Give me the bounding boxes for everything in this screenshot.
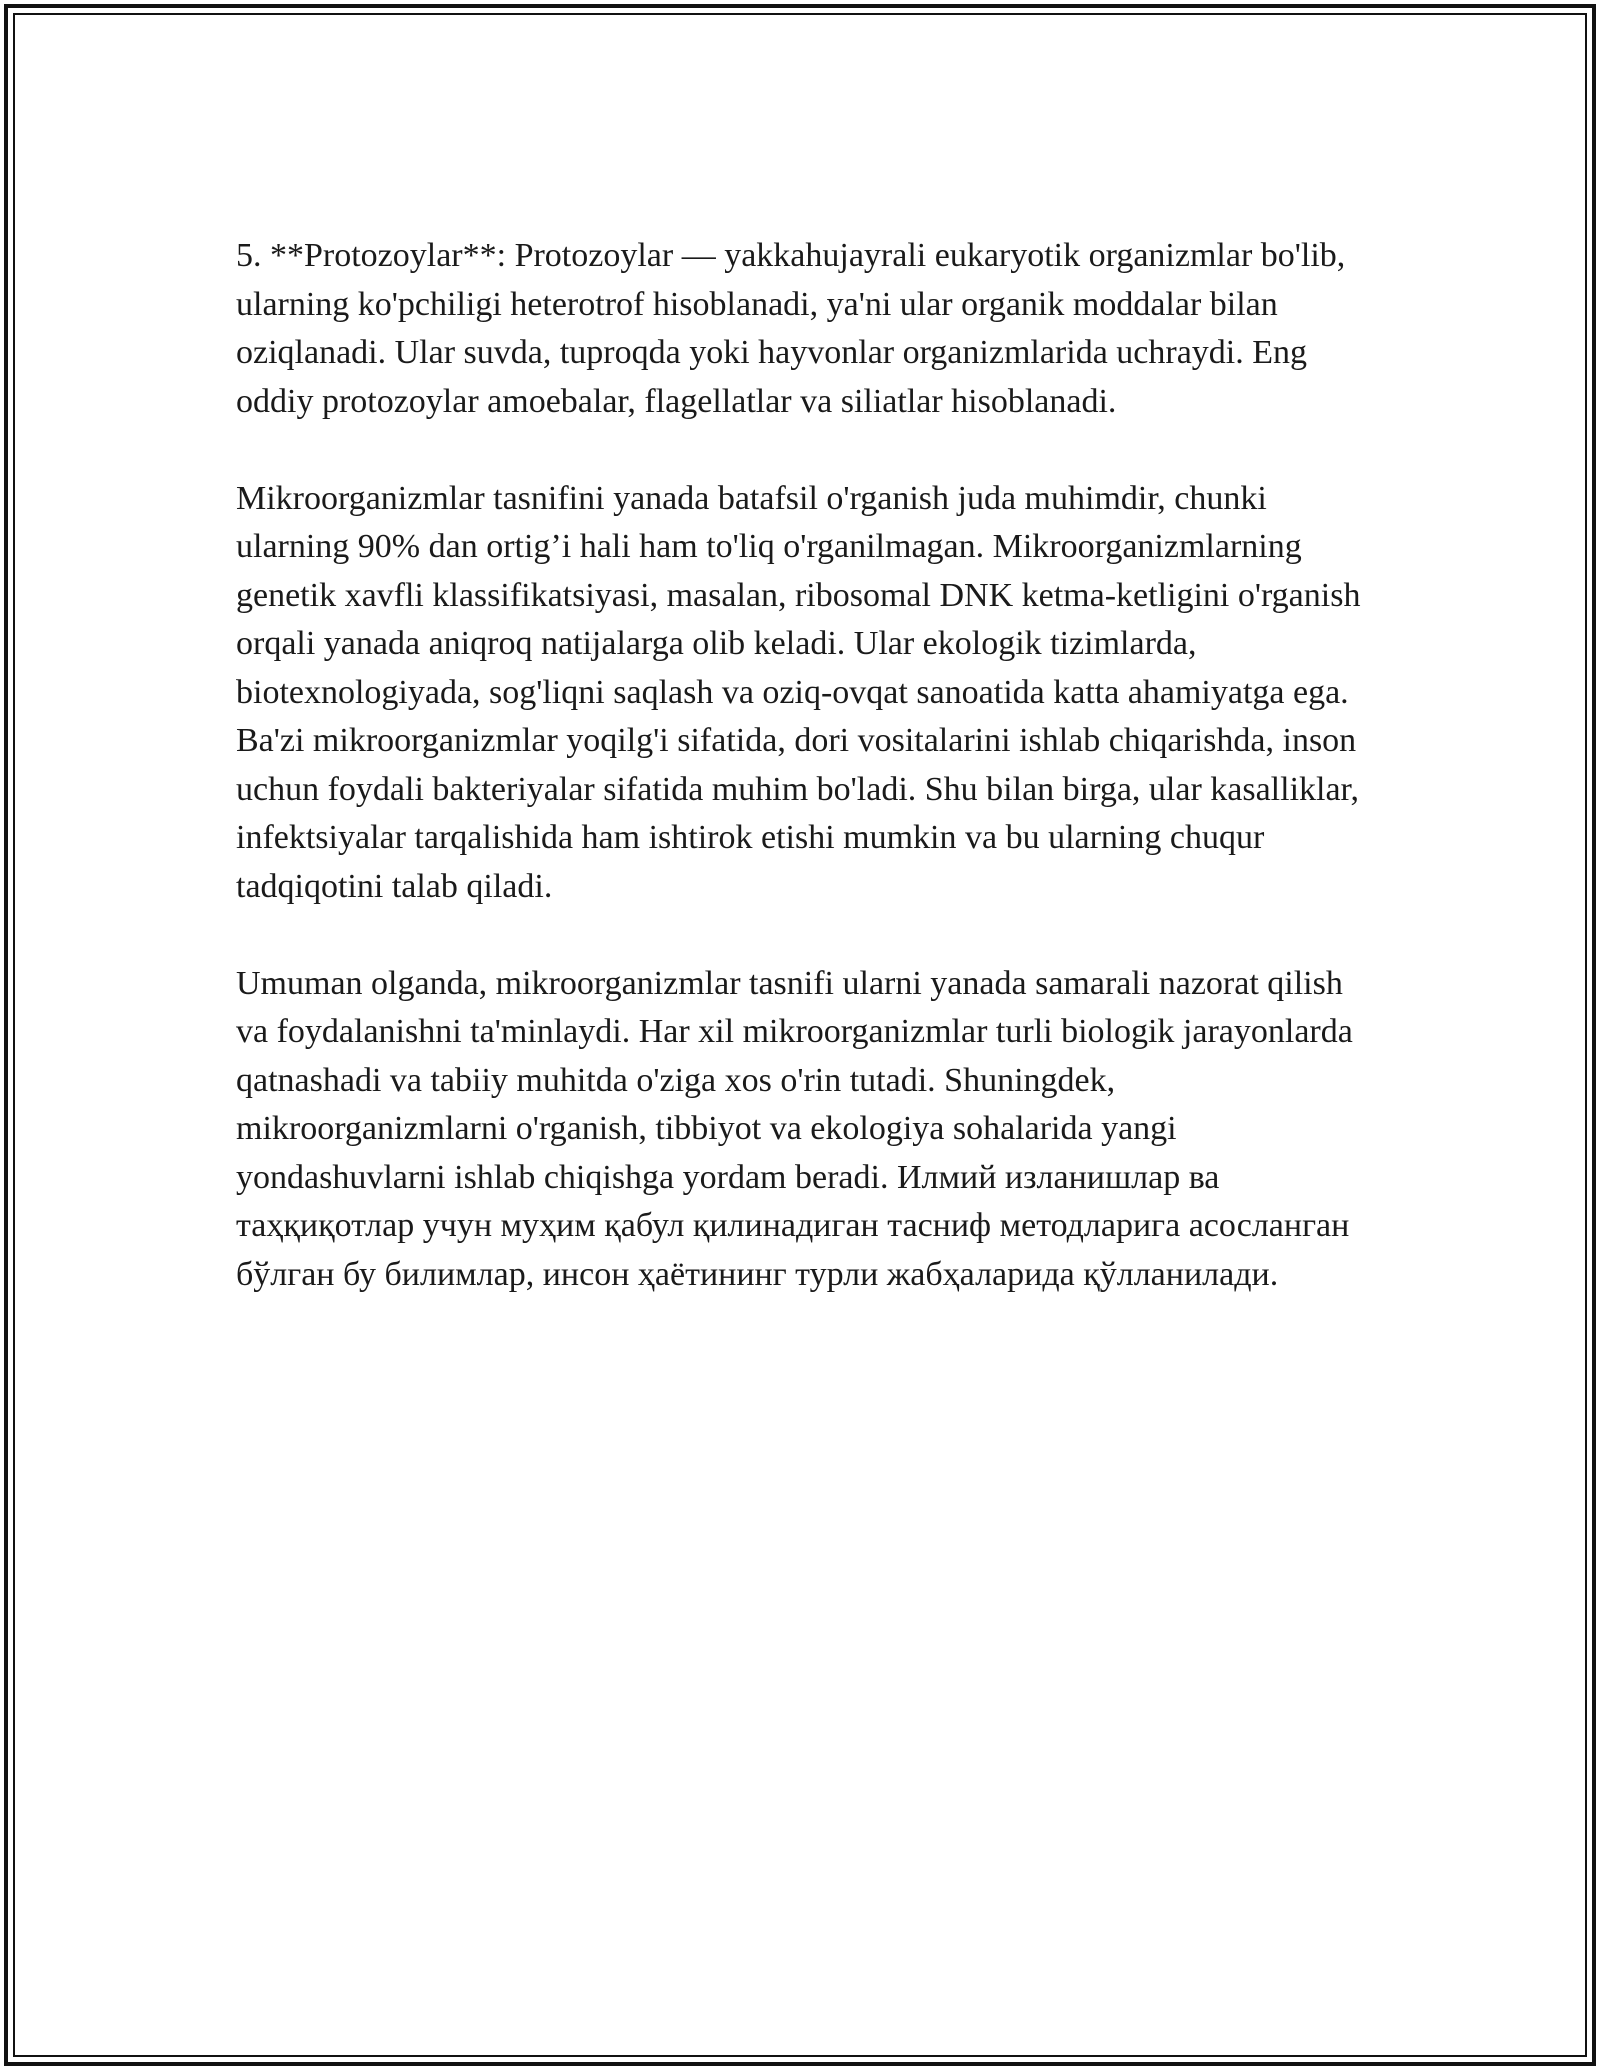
paragraph-classification-importance: Mikroorganizmlar tasnifini yanada batafsil o'rganish juda muhimdir, chunki ularning 90% dan ortig’i hali ham to'liq o'rganilmagan. Mikroorganizmlarning genetik xavfli klassifikatsiyasi, masalan, ribosomal DNK ketma-ketligini o'rganish orqali yanada aniqroq natijalarga olib keladi. Ular ekologik tizimlarda, biotexnologiyada, sog'liqni saqlash va oziq-ovqat sanoatida katta ahamiyatga ega. Ba'zi mikroorganizmlar yoqilg'i sifatida, dori vositalarini ishlab chiqarishda, inson uchun foydali bakteriyalar sifatida muhim bo'ladi. Shu bilan birga, ular kasalliklar, infektsiyalar tarqalishida ham ishtirok etishi mumkin va bu ularning chuqur tadqiqotini talab qiladi. [236, 479, 1361, 905]
paragraph-conclusion: Umuman olganda, mikroorganizmlar tasnifi ularni yanada samarali nazorat qilish va foydalanishni ta'minlaydi. Har xil mikroorganizmlar turli biologik jarayonlarda qatnashadi va tabiiy muhitda o'ziga xos o'rin tutadi. Shuningdek, mikroorganizmlarni o'rganish, tibbiyot va ekologiya sohalarida yangi yondashuvlarni ishlab chiqishga yordam beradi. Илмий изланишлар ва таҳқиқотлар учун муҳим қабул қилинадиган тасниф методларига асосланган бўлган бу билимлар, инсон ҳаётининг турли жабҳаларида қўлланилади. [236, 964, 1353, 1293]
document-body [236, 232, 1366, 1299]
paragraph-protozoa: 5. **Protozoylar**: Protozoylar — yakkahujayrali eukaryotik organizmlar bo'lib, ularning ko'pchiligi heterotrof hisoblanadi, ya'ni ular organik moddalar bilan oziqlanadi. Ular suvda, tuproqda yoki hayvonlar organizmlarida uchraydi. Eng oddiy protozoylar amoebalar, flagellatlar va siliatlar hisoblanadi. [236, 237, 1346, 420]
